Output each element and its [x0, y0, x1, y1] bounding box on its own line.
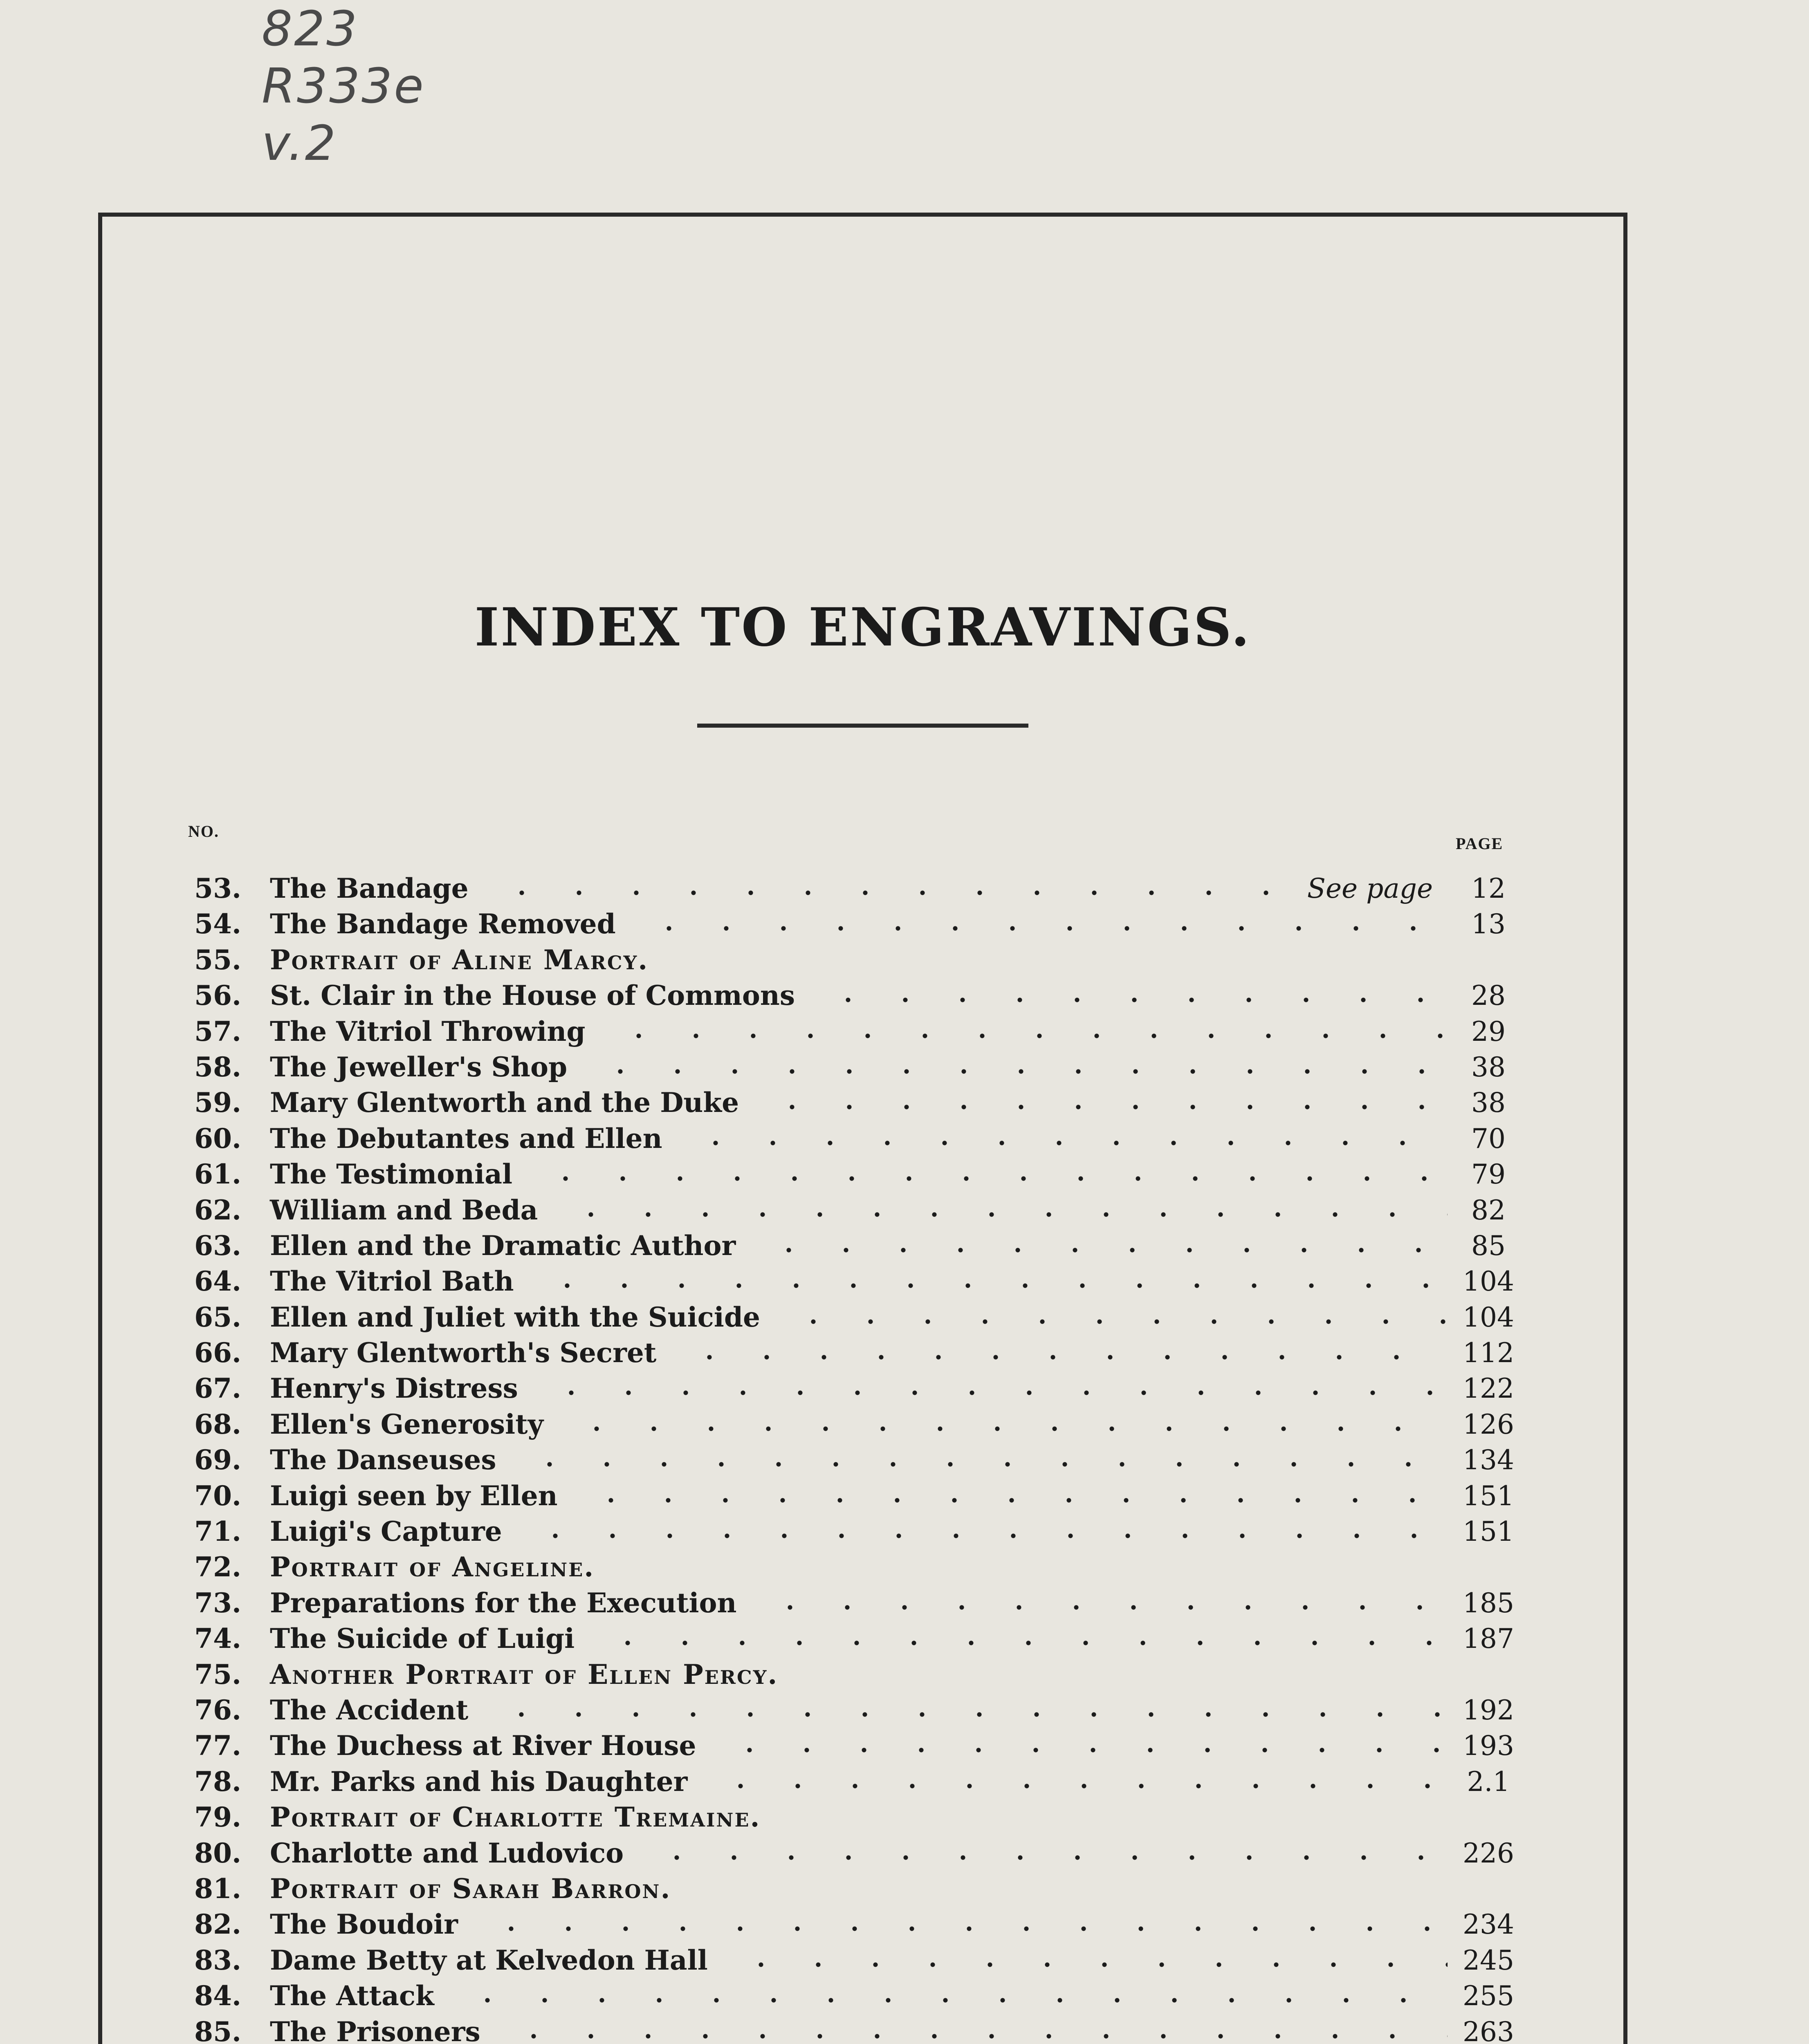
entry-title: The Vitriol Throwing	[270, 1015, 586, 1047]
engravings-list	[0, 871, 1809, 2044]
dot-leader	[543, 1390, 1448, 1395]
entry-page: 12	[1471, 873, 1506, 904]
dot-leader	[568, 1426, 1448, 1431]
entry-page: 193	[1463, 1730, 1514, 1762]
list-item	[0, 1014, 1809, 1049]
dot-leader	[648, 1855, 1448, 1860]
entry-title: Portrait of Charlotte Tremaine.	[270, 1801, 761, 1833]
entry-title: Portrait of Sarah Barron.	[270, 1872, 671, 1905]
dot-leader	[761, 1605, 1448, 1610]
entry-page: 226	[1463, 1837, 1514, 1869]
entry-page: 255	[1463, 1980, 1514, 2012]
entry-title: Portrait of Angeline.	[270, 1551, 595, 1583]
list-item	[0, 1335, 1809, 1371]
entry-page: 185	[1463, 1587, 1514, 1619]
dot-leader	[721, 1748, 1448, 1753]
list-item	[0, 1978, 1809, 2014]
entry-page: 29	[1471, 1015, 1506, 1047]
dot-leader	[640, 926, 1448, 931]
entry-page: 112	[1463, 1337, 1514, 1369]
list-item	[0, 2014, 1809, 2044]
list-item	[0, 1514, 1809, 1549]
dot-leader	[521, 1462, 1448, 1467]
dot-leader	[493, 890, 1287, 895]
column-header-page: PAGE	[1456, 834, 1504, 853]
list-item	[0, 1407, 1809, 1442]
entry-page: 151	[1463, 1516, 1514, 1548]
list-item	[0, 1585, 1809, 1621]
list-item	[0, 1621, 1809, 1656]
list-item	[0, 871, 1809, 906]
list-item	[0, 1478, 1809, 1514]
entry-number: 68.	[194, 1408, 241, 1440]
list-item	[0, 1049, 1809, 1085]
entry-page: 82	[1471, 1194, 1506, 1226]
dot-leader	[539, 1283, 1448, 1288]
entry-number: 70.	[194, 1479, 241, 1512]
entry-title: Mr. Parks and his Daughter	[270, 1765, 688, 1797]
see-page-label: See page	[1307, 873, 1433, 904]
entry-number: 67.	[194, 1372, 241, 1405]
entry-title: The Debutantes and Ellen	[270, 1122, 662, 1154]
entry-page: 38	[1471, 1051, 1506, 1083]
list-item	[0, 1800, 1809, 1835]
entry-title: Charlotte and Ludovico	[270, 1837, 624, 1869]
entry-page: 245	[1463, 1944, 1514, 1976]
list-item	[0, 1300, 1809, 1335]
entry-number: 85.	[194, 2015, 241, 2044]
entry-number: 62.	[194, 1194, 241, 1226]
column-header-number: NO.	[188, 822, 219, 840]
entry-number: 63.	[194, 1229, 241, 1262]
entry-page: 85	[1471, 1230, 1506, 1262]
entry-title: Dame Betty at Kelvedon Hall	[270, 1944, 708, 1976]
dot-leader	[459, 1998, 1448, 2003]
entry-title: The Testimonial	[270, 1158, 513, 1190]
list-item	[0, 978, 1809, 1013]
entry-page: 79	[1471, 1159, 1506, 1190]
list-item	[0, 1549, 1809, 1585]
entry-title: The Danseuses	[270, 1444, 496, 1476]
dot-leader	[527, 1533, 1448, 1538]
entry-page: 13	[1471, 908, 1506, 940]
library-call-number	[262, 0, 425, 172]
entry-page: 70	[1471, 1123, 1506, 1154]
entry-number: 79.	[194, 1801, 241, 1833]
entry-title: Luigi seen by Ellen	[270, 1479, 558, 1512]
entry-page: 122	[1463, 1373, 1514, 1405]
list-item	[0, 1728, 1809, 1764]
entry-number: 54.	[194, 908, 241, 940]
dot-leader	[537, 1176, 1448, 1181]
dot-leader	[562, 1212, 1448, 1217]
entry-number: 76.	[194, 1694, 241, 1726]
dot-leader	[763, 1105, 1448, 1109]
list-item	[0, 1121, 1809, 1156]
entry-number: 71.	[194, 1515, 241, 1548]
entry-number: 65.	[194, 1301, 241, 1333]
entry-title: The Prisoners	[270, 2015, 480, 2044]
entry-number: 60.	[194, 1122, 241, 1154]
call-number-line: v.2	[262, 115, 337, 171]
entry-title: Another Portrait of Ellen Percy.	[270, 1658, 779, 1690]
entry-page: 104	[1463, 1301, 1514, 1333]
dot-leader	[760, 1248, 1448, 1253]
list-item	[0, 1943, 1809, 1978]
entry-title: Preparations for the Execution	[270, 1587, 737, 1619]
entry-page: 2.1	[1467, 1766, 1510, 1797]
entry-number: 84.	[194, 1980, 241, 2012]
entry-page: 234	[1463, 1909, 1514, 1941]
entry-number: 74.	[194, 1623, 241, 1655]
entry-title: The Boudoir	[270, 1908, 458, 1941]
dot-leader	[687, 1141, 1448, 1145]
entry-page: 134	[1463, 1444, 1514, 1476]
list-item	[0, 1228, 1809, 1264]
list-item	[0, 1692, 1809, 1728]
entry-title: Mary Glentworth's Secret	[270, 1337, 657, 1369]
entry-number: 83.	[194, 1944, 241, 1976]
call-number-line: R333e	[262, 58, 425, 114]
list-item	[0, 906, 1809, 942]
dot-leader	[599, 1641, 1448, 1645]
list-item	[0, 1085, 1809, 1121]
entry-number: 77.	[194, 1730, 241, 1762]
entry-page: 187	[1463, 1623, 1514, 1655]
list-item	[0, 1907, 1809, 1942]
entry-title: St. Clair in the House of Commons	[270, 979, 795, 1012]
entry-page: 28	[1471, 980, 1506, 1012]
entry-title: The Bandage	[270, 872, 469, 904]
entry-title: The Vitriol Bath	[270, 1265, 514, 1298]
entry-page: 151	[1463, 1480, 1514, 1512]
entry-number: 56.	[194, 979, 241, 1012]
list-item	[0, 1371, 1809, 1406]
dot-leader	[819, 997, 1448, 1002]
entry-title: The Jeweller's Shop	[270, 1051, 568, 1083]
list-item	[0, 1264, 1809, 1299]
entry-page: 192	[1463, 1694, 1514, 1726]
entry-title: Henry's Distress	[270, 1372, 518, 1405]
entry-title: William and Beda	[270, 1194, 538, 1226]
dot-leader	[681, 1355, 1448, 1360]
list-item	[0, 1442, 1809, 1478]
dot-leader	[785, 1319, 1448, 1324]
entry-title: Ellen and Juliet with the Suicide	[270, 1301, 760, 1333]
entry-number: 64.	[194, 1265, 241, 1298]
entry-title: The Bandage Removed	[270, 908, 616, 940]
entry-number: 73.	[194, 1587, 241, 1619]
entry-number: 59.	[194, 1087, 241, 1119]
entry-page: 38	[1471, 1087, 1506, 1119]
entry-number: 58.	[194, 1051, 241, 1083]
entry-number: 53.	[194, 872, 241, 904]
entry-title: Portrait of Aline Marcy.	[270, 944, 649, 976]
dot-leader	[582, 1498, 1448, 1503]
title-divider	[697, 724, 1028, 728]
entry-number: 82.	[194, 1908, 241, 1941]
entry-title: Mary Glentworth and the Duke	[270, 1087, 739, 1119]
dot-leader	[732, 1962, 1448, 1967]
entry-page: 104	[1463, 1266, 1514, 1298]
entry-number: 66.	[194, 1337, 241, 1369]
call-number-line: 823	[262, 0, 359, 57]
dot-leader	[493, 1712, 1448, 1717]
entry-title: The Duchess at River House	[270, 1730, 696, 1762]
entry-title: The Accident	[270, 1694, 469, 1726]
entry-number: 78.	[194, 1765, 241, 1797]
entry-number: 57.	[194, 1015, 241, 1047]
entry-page: 263	[1463, 2016, 1514, 2044]
dot-leader	[610, 1033, 1448, 1038]
dot-leader	[592, 1069, 1448, 1074]
list-item	[0, 942, 1809, 978]
dot-leader	[483, 1926, 1448, 1931]
page-title: INDEX TO ENGRAVINGS.	[474, 597, 1251, 658]
list-item	[0, 1836, 1809, 1871]
entry-number: 80.	[194, 1837, 241, 1869]
dot-leader	[712, 1784, 1448, 1788]
dot-leader	[505, 2034, 1448, 2039]
entry-page: 126	[1463, 1408, 1514, 1440]
list-item	[0, 1764, 1809, 1800]
entry-title: Ellen's Generosity	[270, 1408, 543, 1440]
entry-title: Ellen and the Dramatic Author	[270, 1229, 736, 1262]
entry-number: 81.	[194, 1872, 241, 1905]
entry-title: The Suicide of Luigi	[270, 1623, 575, 1655]
entry-number: 61.	[194, 1158, 241, 1190]
entry-number: 55.	[194, 944, 241, 976]
list-item	[0, 1192, 1809, 1228]
list-item	[0, 1156, 1809, 1192]
entry-number: 69.	[194, 1444, 241, 1476]
list-item	[0, 1871, 1809, 1907]
entry-number: 75.	[194, 1658, 241, 1690]
entry-title: Luigi's Capture	[270, 1515, 502, 1548]
entry-title: The Attack	[270, 1980, 434, 2012]
entry-number: 72.	[194, 1551, 241, 1583]
list-item	[0, 1657, 1809, 1692]
